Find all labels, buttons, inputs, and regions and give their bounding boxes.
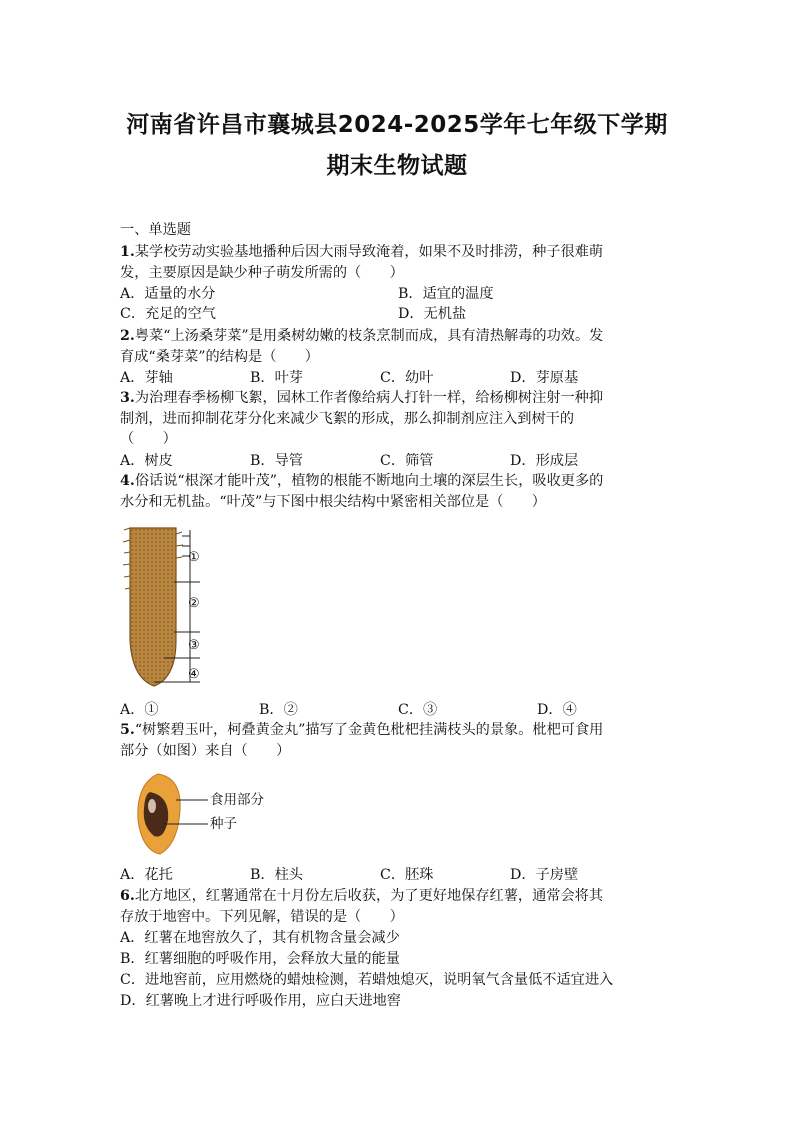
question-1-line-1 xyxy=(120,242,603,262)
q1-option-c: C．充足的空气 xyxy=(120,306,216,322)
question-text: “树繁碧玉叶，柯叠黄金丸”描写了金黄色枇杷挂满枝头的景象。枇杷可食用 xyxy=(134,722,604,738)
q2-option-c: C．幼叶 xyxy=(380,370,434,386)
question-2-line-2: 育成“桑芽菜”的结构是（ ） xyxy=(120,349,319,365)
question-number: 5. xyxy=(120,722,135,738)
q3-option-a: A．树皮 xyxy=(120,453,173,469)
question-3-line-2: 制剂，进而抑制花芽分化来减少飞絮的形成，那么抑制剂应注入到树干的 xyxy=(120,411,575,427)
q5-option-b: B．柱头 xyxy=(250,867,303,883)
q4-option-d: D．④ xyxy=(537,702,577,718)
root-label-3: ③ xyxy=(188,638,200,653)
q6-option-a: A．红薯在地窖放久了，其有机物含量会减少 xyxy=(120,930,400,946)
q2-option-d: D．芽原基 xyxy=(510,370,579,386)
q2-option-b: B．叶芽 xyxy=(250,370,303,386)
q5-option-d: D．子房壁 xyxy=(510,867,579,883)
label-seed: 种子 xyxy=(210,816,237,832)
question-3-line-3: （ ） xyxy=(120,431,177,447)
question-text: 俗话说“根深才能叶茂”，植物的根能不断地向土壤的深层生长，吸收更多的 xyxy=(134,473,604,489)
q6-option-b: B．红薯细胞的呼吸作用，会释放大量的能量 xyxy=(120,951,400,967)
q1-option-a: A．适量的水分 xyxy=(120,286,216,302)
q5-option-c: C．胚珠 xyxy=(380,867,434,883)
q4-option-b: B．② xyxy=(259,702,298,718)
q5-option-a: A．花托 xyxy=(120,867,173,883)
loquat-figure xyxy=(130,770,220,858)
q3-option-b: B．导管 xyxy=(250,453,303,469)
question-number: 6. xyxy=(120,888,135,904)
root-tip-shape xyxy=(130,528,176,686)
question-text: 为治理春季杨柳飞絮，园林工作者像给病人打针一样，给杨柳树注射一种抑 xyxy=(134,390,604,406)
question-6-line-1 xyxy=(120,886,603,906)
question-number: 4. xyxy=(120,473,135,489)
root-label-4: ④ xyxy=(188,667,200,682)
q1-option-b: B．适宜的温度 xyxy=(398,286,494,302)
q3-option-d: D．形成层 xyxy=(510,453,579,469)
question-number: 1. xyxy=(120,244,135,260)
question-3-line-1 xyxy=(120,388,603,408)
question-4-line-2: 水分和无机盐。“叶茂”与下图中根尖结构中紧密相关部位是（ ） xyxy=(120,494,546,510)
q6-option-d: D．红薯晚上才进行呼吸作用，应白天进地窖 xyxy=(120,993,401,1009)
question-5-line-1 xyxy=(120,720,603,740)
question-text: 粤菜“上汤桑芽菜”是用桑树幼嫩的枝条烹制而成，具有清热解毒的功效。发 xyxy=(134,328,604,344)
question-5-line-2: 部分（如图）来自（ ） xyxy=(120,743,291,759)
q4-option-a: A．① xyxy=(120,702,159,718)
root-tip-figure xyxy=(118,520,218,690)
question-number: 2. xyxy=(120,328,135,344)
title-line-2: 期末生物试题 xyxy=(326,153,468,179)
question-number: 3. xyxy=(120,390,135,406)
question-text: 北方地区，红薯通常在十月份左后收获，为了更好地保存红薯，通常会将其 xyxy=(134,888,604,904)
seed-highlight xyxy=(148,799,156,813)
q6-option-c: C．进地窖前，应用燃烧的蜡烛检测，若蜡烛熄灭，说明氧气含量低不适宜进入 xyxy=(120,972,614,988)
q3-option-c: C．筛管 xyxy=(380,453,434,469)
label-edible-part: 食用部分 xyxy=(210,792,264,808)
question-2-line-1 xyxy=(120,326,603,346)
section-heading: 一、单选题 xyxy=(120,222,191,238)
question-4-line-1 xyxy=(120,471,603,491)
q4-option-c: C．③ xyxy=(398,702,438,718)
question-1-line-2: 发，主要原因是缺少种子萌发所需的（ ） xyxy=(120,265,404,281)
q1-option-d: D．无机盐 xyxy=(398,306,467,322)
root-label-2: ② xyxy=(188,596,200,611)
question-text: 某学校劳动实验基地播种后因大雨导致淹着，如果不及时排涝，种子很难萌 xyxy=(134,244,604,260)
root-label-1: ① xyxy=(188,550,200,565)
title-line-1: 河南省许昌市襄城县2024-2025学年七年级下学期 xyxy=(126,112,668,138)
q2-option-a: A．芽轴 xyxy=(120,370,173,386)
question-6-line-2: 存放于地窖中。下列见解，错误的是（ ） xyxy=(120,909,404,925)
